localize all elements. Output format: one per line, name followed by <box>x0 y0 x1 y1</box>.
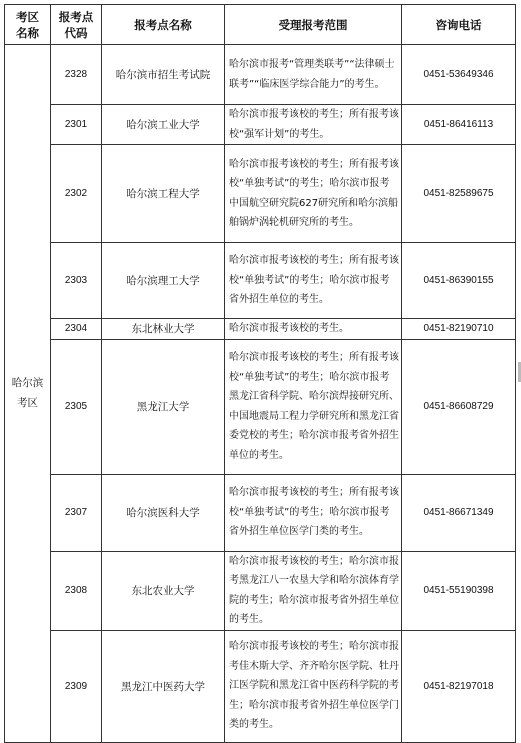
header-phone <box>402 5 516 45</box>
scope-cell: 哈尔滨市报考该校的考生。 <box>225 319 402 340</box>
scope-cell: 哈尔滨市报考该校的考生；哈尔滨市报考黑龙江八一农垦大学和哈尔滨体育学院的考生；哈尔滨市报考省外招生单位的考生。 <box>225 551 402 630</box>
code-cell: 2307 <box>51 474 102 551</box>
code-cell: 2304 <box>51 319 102 340</box>
phone-cell: 0451-86608729 <box>402 339 516 474</box>
header-row <box>5 5 516 45</box>
code-cell: 2303 <box>51 243 102 319</box>
phone-cell: 0451-53649346 <box>402 45 516 105</box>
scope-cell: 哈尔滨市报考该校的考生；所有报考该校“强军计划”的考生。 <box>225 105 402 145</box>
scope-cell: 哈尔滨市报考该校的考生；所有报考该校“单独考试”的考生；哈尔滨市报考省外招生单位的考生。 <box>225 243 402 319</box>
phone-cell: 0451-82190710 <box>402 319 516 340</box>
header-name-text: 报考点名称 <box>134 17 192 32</box>
table-row <box>5 45 516 105</box>
phone-cell: 0451-86416113 <box>402 105 516 145</box>
name-cell: 东北农业大学 <box>102 551 225 630</box>
header-name <box>102 5 225 45</box>
name-cell: 哈尔滨理工大学 <box>102 243 225 319</box>
table-row <box>5 145 516 243</box>
table-row <box>5 105 516 145</box>
name-cell: 哈尔滨工业大学 <box>102 105 225 145</box>
scope-cell: 哈尔滨市报考该校的考生；所有报考该校“单独考试”的考生；哈尔滨市报考中国航空研究院627研究所和哈尔滨船舶锅炉涡轮机研究所的考生。 <box>225 145 402 243</box>
header-region <box>5 5 51 45</box>
scope-cell: 哈尔滨市报考该校的考生；所有报考该校“单独考试”的考生；哈尔滨市报考省外招生单位医学门类的考生。 <box>225 474 402 551</box>
exam-site-table <box>4 4 516 743</box>
name-cell: 黑龙江大学 <box>102 339 225 474</box>
code-cell: 2302 <box>51 145 102 243</box>
name-cell: 东北林业大学 <box>102 319 225 340</box>
table-row <box>5 551 516 630</box>
region-cell <box>5 45 51 743</box>
code-cell: 2308 <box>51 551 102 630</box>
header-code-text: 报考点 代码 <box>58 9 94 40</box>
name-cell: 哈尔滨市招生考试院 <box>102 45 225 105</box>
scope-cell: 哈尔滨市报考该校的考生；所有报考该校“单独考试”的考生；哈尔滨市报考黑龙江省科学院、哈尔滨焊接研究所、中国地震局工程力学研究所和黑龙江省委党校的考生；哈尔滨市报考省外招生单位的考生。 <box>225 339 402 474</box>
name-cell: 哈尔滨工程大学 <box>102 145 225 243</box>
table-row <box>5 339 516 474</box>
table-row <box>5 630 516 742</box>
region-text: 哈尔滨 考区 <box>11 377 44 410</box>
phone-cell: 0451-55190398 <box>402 551 516 630</box>
table-row <box>5 474 516 551</box>
phone-cell: 0451-82589675 <box>402 145 516 243</box>
header-code <box>51 5 102 45</box>
name-cell: 哈尔滨医科大学 <box>102 474 225 551</box>
phone-cell: 0451-82197018 <box>402 630 516 742</box>
code-cell: 2301 <box>51 105 102 145</box>
code-cell: 2309 <box>51 630 102 742</box>
code-cell: 2305 <box>51 339 102 474</box>
scope-cell: 哈尔滨市报考“管理类联考”“法律硕士联考”“临床医学综合能力”的考生。 <box>225 45 402 105</box>
name-cell: 黑龙江中医药大学 <box>102 630 225 742</box>
phone-cell: 0451-86671349 <box>402 474 516 551</box>
scope-cell: 哈尔滨市报考该校的考生；哈尔滨市报考佳木斯大学、齐齐哈尔医学院、牡丹江医学院和黑龙江省中医药科学院的考生；哈尔滨市报考省外招生单位医学门类的考生。 <box>225 630 402 742</box>
header-scope <box>225 5 402 45</box>
table-row <box>5 243 516 319</box>
header-region-text: 考区 名称 <box>16 9 39 40</box>
header-scope-text: 受理报考范围 <box>278 17 348 32</box>
header-phone-text: 咨询电话 <box>435 17 482 32</box>
code-cell: 2328 <box>51 45 102 105</box>
phone-cell: 0451-86390155 <box>402 243 516 319</box>
table-row <box>5 319 516 340</box>
